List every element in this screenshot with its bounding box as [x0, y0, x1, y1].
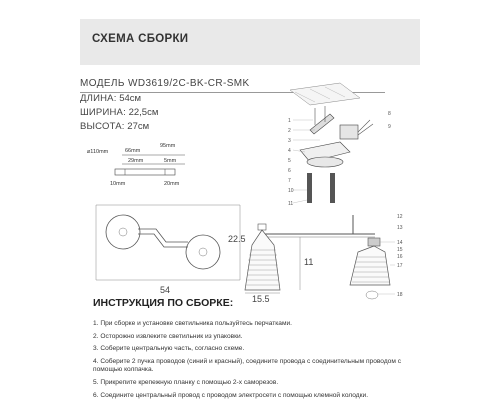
instruction-step: 6. Соедините центральный провод с проводом электросети с помощью клемной колодки. — [93, 391, 369, 399]
spec-width-label: ШИРИНА: — [80, 107, 126, 118]
callout-11: 11 — [288, 201, 294, 207]
callout-6: 6 — [288, 168, 291, 174]
callout-9: 9 — [388, 124, 391, 130]
mount-dim-20: 20mm — [164, 181, 180, 187]
instruction-step: 3. Соберите центральную часть, согласно схеме. — [93, 345, 245, 353]
callout-4: 4 — [288, 148, 291, 154]
instruction-step: 5. Прикрепите крепежную планку с помощью 2-х саморезов. — [93, 379, 279, 387]
spec-length-label: ДЛИНА: — [80, 93, 117, 104]
instructions-list — [93, 320, 423, 404]
plan-width-dimension: 54 — [160, 285, 171, 295]
title-banner — [80, 19, 420, 65]
callout-1: 1 — [288, 118, 291, 124]
mount-dim-29: 29mm — [128, 158, 144, 164]
instruction-step: 1. При сборке и установке светильника пользуйтесь перчатками. — [93, 320, 293, 327]
spec-height-value: 27см — [127, 121, 150, 132]
callout-8: 8 — [388, 111, 391, 117]
spec-length — [80, 93, 141, 104]
plan-depth-dimension: 22.5 — [228, 234, 246, 244]
model-label: МОДЕЛЬ — [80, 78, 125, 89]
callout-12: 12 — [397, 214, 403, 220]
mount-outer-diameter: ⌀110mm — [87, 149, 109, 155]
instructions-title: ИНСТРУКЦИЯ ПО СБОРКЕ: — [93, 297, 234, 309]
page-title: СХЕМА СБОРКИ — [92, 33, 189, 45]
callout-3: 3 — [288, 138, 291, 144]
exploded-view-diagram — [285, 80, 410, 220]
mount-dim-5: 5mm — [164, 158, 177, 164]
mount-plate-diagram — [80, 135, 195, 190]
spec-length-value: 54см — [119, 93, 142, 104]
mount-dim-95: 95mm — [160, 143, 176, 149]
callout-14: 14 — [397, 240, 403, 246]
spec-height-label: ВЫСОТА: — [80, 121, 125, 132]
callout-10: 10 — [288, 188, 294, 194]
instruction-step: 2. Осторожно извлеките светильник из упаковки. — [93, 332, 243, 340]
spec-width — [80, 107, 158, 118]
side-shade-dimension: 15.5 — [252, 294, 270, 304]
callout-16: 16 — [397, 254, 403, 260]
instruction-step: 4. Соберите 2 пучка проводов (синий и красный), соедините провода с соединительным проводом с помощью колпачка. — [93, 357, 401, 373]
model-value: WD3619/2C-BK-CR-SMK — [128, 78, 250, 89]
side-view-diagram — [240, 210, 410, 305]
callout-17: 17 — [397, 263, 403, 269]
spec-height — [80, 121, 149, 132]
callout-2: 2 — [288, 128, 291, 134]
callout-5: 5 — [288, 158, 291, 164]
mount-dim-10: 10mm — [110, 181, 126, 187]
side-height-dimension: 11 — [304, 257, 314, 267]
callout-7: 7 — [288, 178, 291, 184]
callout-15: 15 — [397, 247, 403, 253]
callout-13: 13 — [397, 225, 403, 231]
callout-18: 18 — [397, 292, 403, 298]
plan-view-diagram — [88, 195, 248, 300]
mount-dim-66: 66mm — [125, 148, 141, 154]
spec-width-value: 22,5см — [128, 107, 159, 118]
